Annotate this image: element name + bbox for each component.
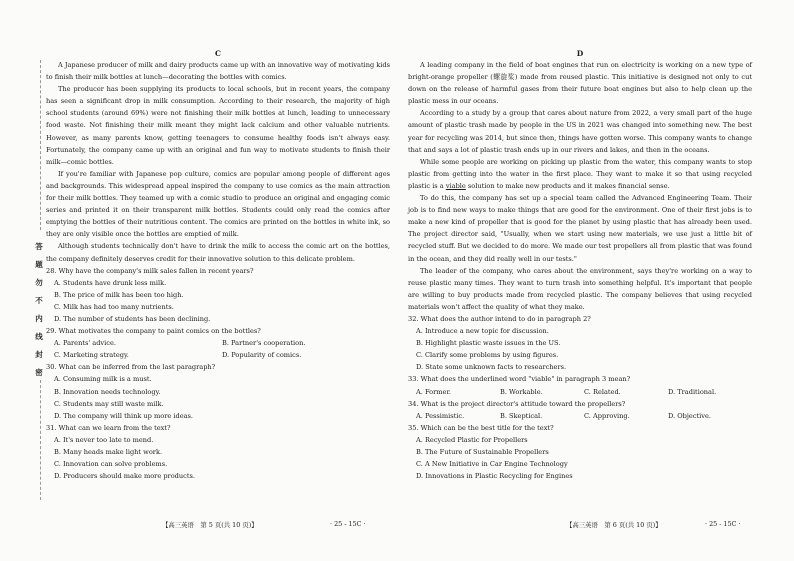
answer-option[interactable]: B. Highlight plastic waste issues in the US.	[416, 339, 561, 348]
answer-option-row	[408, 410, 752, 422]
paragraph: A leading company in the field of boat engines that run on electricity is working on a new type of bright-orange propeller (螺旋桨) made from reused plastic. This initiative is designed not only to cut down on the release of harmful gases from their future boat engines but also to help clean up the plastic mess in our oceans.	[408, 61, 752, 106]
answer-option[interactable]: C. Innovation can solve problems.	[54, 460, 168, 469]
question-stem: 28. Why have the company's milk sales fallen in recent years?	[46, 266, 254, 275]
answer-option[interactable]: C. Clarify some problems by using figures.	[416, 351, 559, 360]
paragraph: A Japanese producer of milk and dairy products came up with an innovative way of motivating kids to finish their milk bottles at lunch—decorating the bottles with comics.	[46, 61, 390, 82]
passage-body	[408, 59, 752, 313]
passage-letter: D	[576, 49, 584, 58]
answer-option[interactable]: C. Students may still waste milk.	[54, 399, 164, 408]
question-stem: 29. What motivates the company to paint comics on the bottles?	[46, 327, 261, 336]
passage-body	[46, 59, 390, 265]
answer-option-row	[408, 386, 752, 398]
answer-option[interactable]: D. Objective.	[668, 411, 711, 420]
binding-line-top	[40, 60, 41, 230]
passage-c-column	[46, 48, 390, 482]
question-stem: 31. What can we learn from the text?	[46, 423, 171, 432]
paragraph: To do this, the company has set up a special team called the Advanced Engineering Team. Their job is to find new ways to make things that are good for the environment. One of their first jobs is to make a new kind of propeller that is good for the planet by using plastic that has already been used. The project director said, "Usually, when we start using new materials, we use just a little bit of recycled stuff. But we decided to do more. We made our test propellers all from plastic that was found in the ocean, and they did really well in our tests."	[408, 194, 752, 263]
answer-option[interactable]: C. Marketing strategy.	[54, 351, 129, 360]
answer-option[interactable]: A. Consuming milk is a must.	[54, 375, 152, 384]
page-footer-code: · 25 - 15C ·	[705, 520, 741, 528]
answer-option[interactable]: A. Former.	[416, 387, 451, 396]
paragraph: While some people are working on picking up plastic from the water, this company wants to stop plastic from getting into the water in the first place. They want to make it so that using recycled plastic is a viable solution to make new products and it makes financial sense.	[408, 157, 752, 190]
answer-option[interactable]: B. Workable.	[500, 387, 543, 396]
answer-option[interactable]: A. Students have drunk less milk.	[54, 278, 167, 287]
answer-option[interactable]: D. The company will think up more ideas.	[54, 411, 194, 420]
page-footer-code: · 25 - 15C ·	[330, 520, 366, 528]
answer-option[interactable]: C. Approving.	[584, 411, 630, 420]
paragraph: According to a study by a group that cares about nature from 2022, a very small part of the huge amount of plastic trash made by people in the US in 2021 was changed into something new. The best year for recycling was 2014, but since then, things have gotten worse. This company wants to change that and says a lot of plastic trash ends up in our rivers and lakes, and then in the oceans.	[408, 109, 752, 154]
answer-option[interactable]: D. Producers should make more products.	[54, 472, 195, 481]
answer-option[interactable]: A. Introduce a new topic for discussion.	[416, 327, 549, 336]
binding-label: 答 题 勿 不 内 线 封 密	[35, 242, 43, 377]
answer-option[interactable]: D. Traditional.	[668, 387, 717, 396]
question-list	[46, 265, 390, 483]
answer-option-row	[46, 349, 390, 361]
answer-option[interactable]: C. A New Initiative in Car Engine Technology	[416, 460, 568, 469]
answer-option[interactable]: D. Innovations in Plastic Recycling for Engines	[416, 472, 573, 481]
passage-d-column	[408, 48, 752, 482]
paragraph: The leader of the company, who cares about the environment, says they're working on a way to reuse plastic many times. They want to turn trash into something helpful. It's important that people are willing to buy products made from recycled plastic. The company believes that using recycled materials won't affect the quality of what they make.	[408, 266, 752, 311]
answer-option[interactable]: B. Partner's cooperation.	[222, 339, 306, 348]
answer-option[interactable]: A. Recycled Plastic for Propellers	[416, 435, 528, 444]
question-stem: 33. What does the underlined word "viable" in paragraph 3 mean?	[408, 375, 631, 384]
answer-option[interactable]: B. Innovation needs technology.	[54, 387, 161, 396]
underlined-word: viable	[445, 181, 466, 190]
answer-option[interactable]: D. State some unknown facts to researchers.	[416, 363, 567, 372]
question-stem: 32. What does the author intend to do in paragraph 2?	[408, 314, 591, 323]
question-stem: 34. What is the project director's attitude toward the propellers?	[408, 399, 626, 408]
page-footer-label: 【高三英语 第 6 页(共 10 页)】	[566, 521, 662, 529]
page-footer-label: 【高三英语 第 5 页(共 10 页)】	[162, 521, 258, 529]
answer-option-row	[46, 337, 390, 349]
binding-line-bottom	[40, 380, 41, 500]
answer-option[interactable]: B. The Future of Sustainable Propellers	[416, 448, 549, 456]
answer-option[interactable]: C. Milk has had too many nutrients.	[54, 302, 174, 311]
answer-option[interactable]: B. Many heads make light work.	[54, 448, 163, 456]
answer-option[interactable]: D. The number of students has been declining.	[54, 314, 211, 323]
answer-option[interactable]: B. The price of milk has been too high.	[54, 290, 184, 299]
paragraph: If you're familiar with Japanese pop culture, comics are popular among people of different ages and backgrounds. This widespread appeal inspired the company to use comics as the main attraction for their milk bottles. They teamed up with a comic studio to produce an original and engaging comic series and printed it on their transparent milk bottles. Students could only read the comics after emptying the bottles of their nutritious content. The comics are printed on the bottles in white ink, so they are only visible once the bottles are emptied of milk.	[46, 169, 390, 239]
question-stem: 30. What can be inferred from the last paragraph?	[46, 363, 216, 372]
answer-option[interactable]: A. Pessimistic.	[416, 411, 465, 420]
paragraph: Although students technically don't have to drink the milk to access the comic art on the bottles, the company definitely deserves credit for their innovative solution to this delicate problem.	[46, 242, 390, 263]
answer-option[interactable]: A. It's never too late to mend.	[54, 435, 154, 444]
answer-option[interactable]: C. Related.	[584, 387, 621, 396]
question-stem: 35. Which can be the best title for the text?	[408, 423, 554, 432]
passage-letter: C	[215, 49, 221, 58]
answer-option[interactable]: D. Popularity of comics.	[222, 351, 302, 360]
paragraph: The producer has been supplying its products to local schools, but in recent years, the company has seen a significant drop in milk consumption. According to their research, the majority of high school students (around 69%) were not finishing their milk bottles at lunch, leading to unnecessary food waste. Not finishing their milk meant they might lack calcium and other valuable nutrients. However, as many parents know, getting teenagers to consume healthy foods isn't always easy. Fortunately, the company came up with an original and fun way to motivate students to finish their milk—comic bottles.	[46, 85, 390, 166]
answer-option[interactable]: A. Parents' advice.	[54, 339, 116, 348]
answer-option[interactable]: B. Skeptical.	[500, 411, 543, 420]
question-list	[408, 313, 752, 482]
